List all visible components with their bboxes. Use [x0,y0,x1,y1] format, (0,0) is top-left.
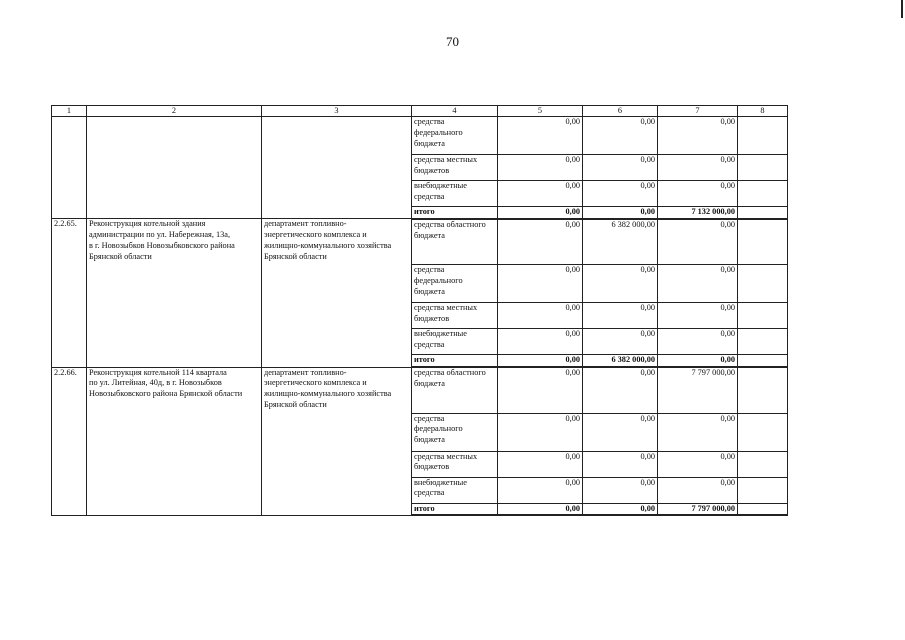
text-line: Новозыбковского района Брянской области [89,389,243,399]
amount-cell-7: 0,00 [658,303,738,329]
text-line: итого [414,355,435,365]
column-header: 5 [498,106,583,117]
text-line: средства местных [414,303,478,313]
amount-cell-5: 0,00 [498,451,583,477]
column-header: 2 [87,106,262,117]
text-line: внебюджетные [414,477,467,487]
text-line: средства [414,413,445,423]
amount-cell-5: 0,00 [498,503,583,515]
text-line: средства местных [414,451,478,461]
amount-cell-8 [738,413,788,451]
funding-source-cell [412,155,498,181]
table-body [52,117,788,516]
text-line: бюджета [414,435,445,445]
amount-cell-5: 0,00 [498,181,583,207]
amount-cell-8 [738,367,788,413]
amount-cell-7: 0,00 [658,181,738,207]
text-line: средства [414,488,445,498]
amount-cell-6: 0,00 [583,413,658,451]
amount-cell-8 [738,477,788,503]
funding-table [51,105,788,516]
amount-cell-7: 0,00 [658,219,738,265]
amount-cell-8 [738,451,788,477]
executor-cell [262,117,412,219]
amount-cell-7: 0,00 [658,265,738,303]
amount-cell-5: 0,00 [498,477,583,503]
text-line: бюджетов [414,314,450,324]
amount-cell-5: 0,00 [498,155,583,181]
text-line: средства [414,191,445,201]
text-line: средства [414,117,445,126]
funding-source-cell [412,503,498,515]
column-number-row [52,106,788,117]
text-line: средства местных [414,155,478,164]
text-line: бюджета [414,138,445,148]
text-line: в г. Новозыбков Новозыбковского района [89,240,235,250]
column-header: 8 [738,106,788,117]
text-line: итого [414,207,435,216]
amount-cell-6: 0,00 [583,329,658,355]
text-line: федерального [414,276,463,286]
amount-cell-5: 0,00 [498,367,583,413]
amount-cell-6: 6 382 000,00 [583,219,658,265]
amount-cell-5: 0,00 [498,355,583,367]
amount-cell-5: 0,00 [498,413,583,451]
funding-source-cell [412,355,498,367]
amount-cell-7: 7 797 000,00 [658,367,738,413]
amount-cell-5: 0,00 [498,219,583,265]
text-line: средства [414,265,445,275]
amount-cell-7: 0,00 [658,451,738,477]
text-line: итого [414,503,435,513]
text-line: Брянской области [264,399,327,409]
item-code-cell: 2.2.65. [52,219,87,367]
amount-cell-5: 0,00 [498,207,583,219]
amount-cell-6: 0,00 [583,265,658,303]
funding-source-cell [412,207,498,219]
amount-cell-7: 0,00 [658,155,738,181]
measure-name-cell [87,219,262,367]
amount-cell-7: 0,00 [658,477,738,503]
amount-cell-5: 0,00 [498,117,583,155]
item-code-cell: 2.2.66. [52,367,87,515]
text-line: средства областного [414,368,486,378]
text-line: Реконструкция котельной 114 квартала [89,367,227,377]
column-header: 4 [412,106,498,117]
amount-cell-8 [738,207,788,219]
text-line: жилищно-коммунального хозяйства [264,240,392,250]
table-row [52,117,788,155]
column-header: 1 [52,106,87,117]
text-line: внебюджетные [414,181,467,190]
funding-source-cell [412,117,498,155]
amount-cell-6: 0,00 [583,451,658,477]
funding-source-cell [412,181,498,207]
text-line: департамент топливно- [264,219,347,229]
text-line: бюджетов [414,165,450,175]
executor-cell [262,219,412,367]
amount-cell-6: 0,00 [583,303,658,329]
amount-cell-8 [738,155,788,181]
text-line: бюджета [414,230,445,240]
table-row [52,367,788,413]
amount-cell-7: 0,00 [658,355,738,367]
text-line: энергетического комплекса и [264,378,367,388]
funding-source-cell [412,265,498,303]
text-line: Реконструкция котельной здания [89,219,206,229]
table-row [52,219,788,265]
item-code-cell [52,117,87,219]
amount-cell-8 [738,355,788,367]
text-line: средства [414,340,445,350]
text-line: энергетического комплекса и [264,230,367,240]
text-line: федерального [414,424,463,434]
executor-cell [262,367,412,515]
amount-cell-8 [738,329,788,355]
text-line: администрации по ул. Набережная, 13а, [89,230,231,240]
amount-cell-8 [738,503,788,515]
funding-source-cell [412,477,498,503]
measure-name-cell [87,117,262,219]
amount-cell-6: 0,00 [583,155,658,181]
funding-source-cell [412,219,498,265]
page-number: 70 [446,34,459,49]
text-line: бюджета [414,286,445,296]
column-header: 3 [262,106,412,117]
text-line: бюджета [414,378,445,388]
amount-cell-6: 0,00 [583,503,658,515]
text-line: федерального [414,127,463,137]
text-line: внебюджетные [414,329,467,339]
amount-cell-5: 0,00 [498,303,583,329]
text-line: жилищно-коммунального хозяйства [264,389,392,399]
amount-cell-7: 7 797 000,00 [658,503,738,515]
column-header: 6 [583,106,658,117]
amount-cell-8 [738,265,788,303]
amount-cell-6: 0,00 [583,477,658,503]
column-header: 7 [658,106,738,117]
scan-edge-mark [901,0,903,18]
funding-source-cell [412,303,498,329]
amount-cell-6: 0,00 [583,367,658,413]
text-line: по ул. Литейная, 40д, в г. Новозыбков [89,378,222,388]
text-line: департамент топливно- [264,367,347,377]
amount-cell-6: 0,00 [583,207,658,219]
amount-cell-7: 0,00 [658,117,738,155]
amount-cell-7: 0,00 [658,329,738,355]
funding-source-cell [412,329,498,355]
amount-cell-7: 7 132 000,00 [658,207,738,219]
amount-cell-6: 6 382 000,00 [583,355,658,367]
amount-cell-5: 0,00 [498,265,583,303]
funding-source-cell [412,451,498,477]
amount-cell-6: 0,00 [583,181,658,207]
amount-cell-5: 0,00 [498,329,583,355]
amount-cell-6: 0,00 [583,117,658,155]
funding-source-cell [412,367,498,413]
text-line: Брянской области [89,251,152,261]
funding-source-cell [412,413,498,451]
text-line: Брянской области [264,251,327,261]
text-line: бюджетов [414,462,450,472]
amount-cell-8 [738,303,788,329]
amount-cell-8 [738,219,788,265]
amount-cell-8 [738,181,788,207]
amount-cell-7: 0,00 [658,413,738,451]
measure-name-cell [87,367,262,515]
text-line: средства областного [414,219,486,229]
amount-cell-8 [738,117,788,155]
